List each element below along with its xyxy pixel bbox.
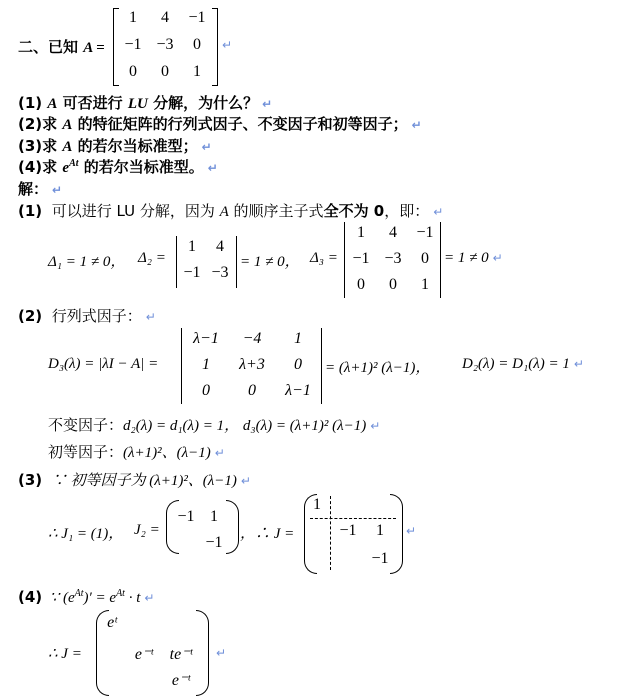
delta1: Δ₁ = 1 ≠ 0，	[48, 254, 126, 270]
matrix-a-right-bracket	[212, 8, 218, 86]
delta2-cell: −1	[183, 264, 201, 281]
j-block-divider-vertical	[330, 496, 331, 570]
d2-d1	[462, 356, 584, 373]
matrix-a-cell: −1	[188, 9, 206, 26]
d2-text: D₂(λ) = D₁(λ) = 1	[462, 356, 570, 372]
solution-label	[18, 178, 62, 199]
part-num: (1)	[18, 202, 43, 220]
part4-because: ∵ (e	[49, 590, 75, 606]
item-num: (4)	[18, 158, 43, 176]
det-left-bar	[181, 328, 182, 404]
delta3-cell: 1	[421, 276, 429, 293]
part-text: 可以进行 LU 分解，因为	[51, 202, 220, 220]
part2-heading	[18, 305, 156, 326]
det-cell: 1	[294, 330, 302, 347]
j-cell: 1	[313, 496, 321, 513]
item-text: 求	[42, 137, 63, 155]
part4-sup: At	[74, 588, 84, 599]
d3-lhs: D₃(λ) = |λI − A| =	[48, 356, 159, 372]
part4-cell: eᵗ	[107, 614, 117, 631]
part3-heading	[18, 469, 251, 490]
delta2-right-bar	[236, 236, 237, 288]
invariant-text: d₂(λ) = d₁(λ) = 1， d₃(λ) = (λ+1)² (λ−1)	[123, 418, 367, 434]
return-mark: ↵	[216, 646, 227, 660]
part-num: (3)	[18, 471, 43, 489]
j2-label: J₂ =	[134, 522, 160, 538]
item-num: (3)	[18, 137, 43, 155]
delta2-cell: 4	[216, 238, 224, 255]
part4-cell: te⁻ᵗ	[169, 646, 193, 663]
return-mark: ↵	[433, 205, 444, 219]
invariant-factors	[48, 414, 380, 435]
part4-cell: e⁻ᵗ	[134, 646, 154, 663]
item-num: (2)	[18, 115, 43, 133]
return-mark: ↵	[406, 524, 417, 538]
det-cell: 0	[248, 382, 256, 399]
item-text: 的若尔当标准型。	[78, 158, 204, 176]
elementary-factors	[48, 441, 225, 462]
part4-end: · t	[124, 590, 141, 606]
return-mark: ↵	[222, 38, 233, 52]
j1: ∴ J₁ = (1)，	[48, 526, 124, 542]
part4-heading	[18, 588, 154, 607]
matrix-a-cell: −1	[124, 36, 142, 53]
j-block-divider-horizontal	[310, 518, 396, 519]
delta2-label: Δ₂ =	[138, 250, 166, 266]
j-cell: −1	[371, 550, 389, 567]
det-right-bar	[321, 328, 322, 404]
det-cell: λ−1	[193, 330, 219, 347]
delta3-label: Δ₃ =	[310, 250, 338, 266]
question-item-2	[18, 113, 422, 134]
delta3-cell: −1	[416, 224, 434, 241]
j-cell: 1	[376, 522, 384, 539]
det-cell: λ+3	[239, 356, 265, 373]
part4-rest: )′ = e	[83, 590, 117, 606]
solution-label-text: 解：	[18, 180, 49, 198]
item-text: 分解，为什么？	[147, 94, 259, 112]
det-cell: 0	[202, 382, 210, 399]
part4-cell: e⁻ᵗ	[171, 672, 191, 689]
matrix-a-cell: 0	[161, 63, 169, 80]
item-var: A	[47, 96, 58, 112]
part-num: (2)	[18, 307, 43, 325]
matrix-a-cell: 4	[161, 9, 169, 26]
part4-j-label: ∴ J =	[48, 646, 82, 662]
j-cell: −1	[339, 522, 357, 539]
delta3-cell: 0	[421, 250, 429, 267]
return-mark: ↵	[144, 591, 155, 605]
matrix-a-cell: −3	[156, 36, 174, 53]
return-mark: ↵	[52, 183, 63, 197]
delta3-right-bar	[440, 222, 441, 298]
item-sup: At	[69, 158, 79, 169]
delta3-result	[444, 250, 503, 267]
return-mark: ↵	[492, 251, 503, 265]
elementary-text: (λ+1)²、(λ−1)	[123, 445, 211, 461]
item-num: (1)	[18, 94, 43, 112]
d3-rhs: = (λ+1)² (λ−1)，	[325, 360, 431, 376]
item-text: 求	[42, 158, 63, 176]
delta3-cell: 1	[357, 224, 365, 241]
invariant-label: 不变因子：	[48, 416, 124, 434]
return-mark: ↵	[411, 118, 422, 132]
return-mark: ↵	[240, 474, 251, 488]
return-mark: ↵	[262, 97, 273, 111]
det-cell: 0	[294, 356, 302, 373]
j2-cell: 1	[210, 508, 218, 525]
delta2-result: = 1 ≠ 0，	[240, 254, 300, 270]
item-text: 的特征矩阵的行列式因子、不变因子和初等因子；	[72, 115, 408, 133]
matrix-a-cell: 1	[193, 63, 201, 80]
delta2-cell: −3	[211, 264, 229, 281]
det-cell: 1	[202, 356, 210, 373]
question-item-3	[18, 135, 212, 156]
j-label: ，∴ J =	[240, 526, 295, 542]
part-label: 行列式因子：	[51, 307, 142, 325]
return-mark: ↵	[207, 161, 218, 175]
delta3-cell: 0	[389, 276, 397, 293]
delta3-left-bar	[344, 222, 345, 298]
elementary-label: 初等因子：	[48, 443, 124, 461]
return-mark: ↵	[370, 419, 381, 433]
matrix-a-cell: 0	[129, 63, 137, 80]
item-var: A	[62, 139, 73, 155]
delta3-cell: 0	[357, 276, 365, 293]
part3-because: ∵ 初等因子为 (λ+1)²、(λ−1)	[51, 473, 237, 489]
det-cell: λ−1	[285, 382, 311, 399]
question-heading	[18, 36, 105, 57]
item-var: LU	[127, 96, 148, 112]
matrix-a-cell: 1	[129, 9, 137, 26]
delta2-cell: 1	[188, 238, 196, 255]
return-mark: ↵	[201, 140, 212, 154]
return-mark: ↵	[145, 310, 156, 324]
item-text: 求	[42, 115, 63, 133]
part-text: ，即：	[384, 202, 430, 220]
item-var: e	[62, 160, 70, 176]
part1-text	[18, 200, 443, 221]
det-cell: −4	[242, 330, 262, 347]
j2-cell: −1	[205, 534, 223, 551]
delta3-result-text: = 1 ≠ 0	[444, 250, 489, 266]
heading-label: 二、已知	[18, 38, 79, 56]
j2-cell: −1	[177, 508, 195, 525]
delta3-cell: −1	[352, 250, 370, 267]
question-item-1	[18, 92, 272, 113]
part-num: (4)	[18, 588, 43, 606]
return-mark: ↵	[214, 446, 225, 460]
part4-sup: At	[116, 588, 125, 599]
return-mark: ↵	[573, 357, 584, 371]
item-text: 的若尔当标准型；	[72, 137, 198, 155]
matrix-a-cell: 0	[193, 36, 201, 53]
part-text: 的顺序主子式	[228, 202, 324, 220]
part-var: A	[219, 204, 229, 220]
item-var: A	[62, 117, 73, 133]
delta3-cell: 4	[389, 224, 397, 241]
question-item-4	[18, 156, 218, 177]
delta2-left-bar	[176, 236, 177, 288]
delta3-cell: −3	[384, 250, 402, 267]
item-text: 可否进行	[57, 94, 128, 112]
matrix-name: A =	[83, 40, 105, 56]
part-emph: 全不为 0	[323, 202, 385, 220]
